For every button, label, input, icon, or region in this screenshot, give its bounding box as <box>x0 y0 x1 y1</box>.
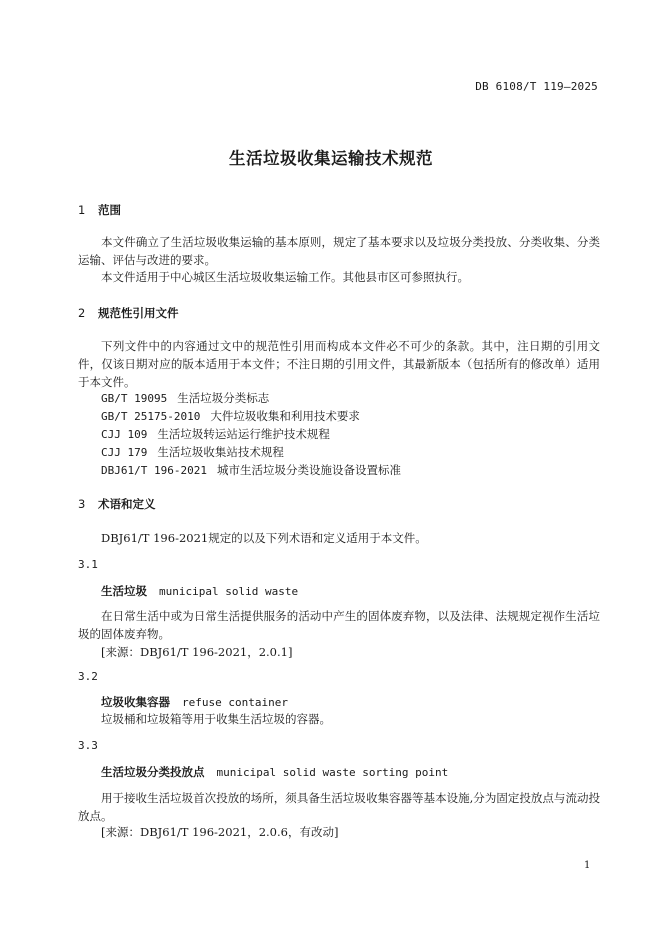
section-number: 3 <box>78 497 86 511</box>
reference-name: 生活垃圾收集站技术规程 <box>157 445 284 459</box>
term-heading <box>101 583 298 599</box>
term-zh: 生活垃圾 <box>101 584 147 598</box>
term-heading <box>101 764 448 780</box>
paragraph: 本文件适用于中心城区生活垃圾收集运输工作。其他县市区可参照执行。 <box>101 270 469 284</box>
paragraph: 下列文件中的内容通过文中的规范性引用而构成本文件必不可少的条款。其中，注日期的引用文件，仅该日期对应的版本适用于本文件；不注日期的引用文件，其最新版本（包括所有的修改单）适用于本文件。 <box>78 339 600 389</box>
term-en: municipal solid waste <box>159 585 299 598</box>
term-zh: 生活垃圾分类投放点 <box>101 765 205 779</box>
paragraph: DBJ61/T 196-2021规定的以及下列术语和定义适用于本文件。 <box>101 531 427 545</box>
reference-name: 大件垃圾收集和利用技术要求 <box>210 409 360 423</box>
reference-code: GB/T 19095 <box>101 392 168 405</box>
section-title: 术语和定义 <box>98 497 156 511</box>
reference-code: GB/T 25175-2010 <box>101 410 201 423</box>
term-number: 3.1 <box>78 558 98 571</box>
reference-item <box>101 462 401 478</box>
term-definition: 垃圾桶和垃圾箱等用于收集生活垃圾的容器。 <box>101 712 331 726</box>
term-number: 3.3 <box>78 739 98 752</box>
reference-item <box>101 444 284 460</box>
term-definition: 用于接收生活垃圾首次投放的场所，须具备生活垃圾收集容器等基本设施,分为固定投放点与流动投放点。 <box>78 791 600 823</box>
term-definition: 在日常生活中或为日常生活提供服务的活动中产生的固体废弃物，以及法律、法规规定视作生活垃圾的固体废弃物。 <box>78 609 600 641</box>
reference-item <box>101 390 269 406</box>
term-source: [来源：DBJ61/T 196-2021，2.0.6，有改动] <box>101 825 339 839</box>
section-title: 范围 <box>98 203 121 217</box>
section-heading-scope <box>78 202 121 218</box>
standard-number: DB 6108/T 119—2025 <box>475 80 598 93</box>
section-heading-normative-references <box>78 305 179 321</box>
reference-name: 城市生活垃圾分类设施设备设置标准 <box>216 463 401 477</box>
page-number: 1 <box>584 860 591 871</box>
term-heading <box>101 694 288 710</box>
term-zh: 垃圾收集容器 <box>101 695 170 709</box>
term-en: refuse container <box>182 696 288 709</box>
document-title: 生活垃圾收集运输技术规范 <box>229 149 433 168</box>
reference-name: 生活垃圾分类标志 <box>177 391 270 405</box>
section-number: 2 <box>78 306 86 320</box>
reference-code: CJJ 179 <box>101 446 148 459</box>
term-source: [来源：DBJ61/T 196-2021，2.0.1] <box>101 645 293 659</box>
paragraph: 本文件确立了生活垃圾收集运输的基本原则，规定了基本要求以及垃圾分类投放、分类收集、分类运输、评估与改进的要求。 <box>78 235 600 267</box>
reference-code: DBJ61/T 196-2021 <box>101 464 207 477</box>
section-title: 规范性引用文件 <box>98 306 179 320</box>
reference-code: CJJ 109 <box>101 428 148 441</box>
reference-item <box>101 408 360 424</box>
section-heading-terms-definitions <box>78 496 156 512</box>
section-number: 1 <box>78 203 86 217</box>
reference-item <box>101 426 330 442</box>
term-number: 3.2 <box>78 670 98 683</box>
term-en: municipal solid waste sorting point <box>216 766 449 779</box>
reference-name: 生活垃圾转运站运行维护技术规程 <box>157 427 330 441</box>
